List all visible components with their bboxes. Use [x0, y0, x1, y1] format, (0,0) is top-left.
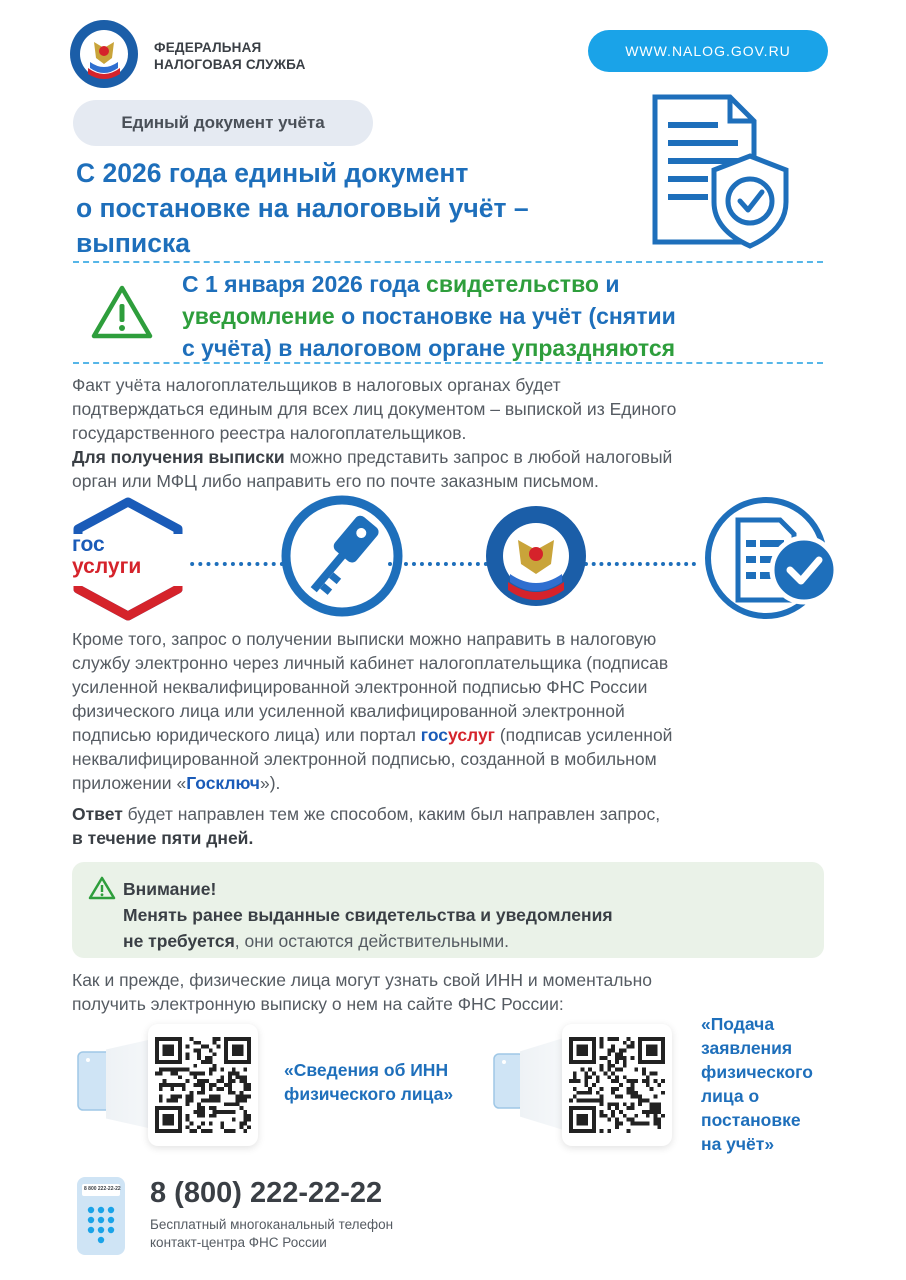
paragraph-electronic: Кроме того, запрос о получении выписки можно направить в налоговую службу электронно через личный кабинет налогоплательщика (подписав усиленной неквалифицированной электронной подписью ФНС России физического лица или усиленной квалифицированной электронной подписью юридического лица) или портал госуслуг (подписав усиленной неквалифицированной электронной подписью, созданной в мобильном приложении «Госключ»). — [72, 629, 673, 793]
notice-text: Внимание! Менять ранее выданные свидетельства и уведомления не требуется, они остаются действительными. — [123, 879, 613, 951]
mini-phone-number: 8 800 222-22-22 — [84, 1186, 121, 1192]
hotline-phone-number[interactable]: 8 (800) 222-22-22 — [150, 1177, 383, 1209]
website-link[interactable]: WWW.NALOG.GOV.RU — [588, 30, 828, 72]
icons-row — [60, 490, 850, 625]
dotted-connector — [584, 562, 696, 566]
page-title: С 2026 года единый документ о постановке на налоговый учёт – выписка — [76, 158, 529, 258]
category-pill: Единый документ учёта — [73, 100, 373, 146]
qr-pattern — [569, 1037, 665, 1133]
qr-label-inn[interactable]: «Сведения об ИНН физического лица» — [284, 1060, 454, 1104]
hotline-caption: Бесплатный многоканальный телефон контакт-центра ФНС России — [150, 1217, 394, 1250]
key-icon — [280, 494, 404, 618]
paragraph-intro: Факт учёта налогоплательщиков в налоговых органах будет подтверждаться единым для всех лиц документом – выпиской из Единого государственного реестра налогоплательщиков. Для получения выписки можно представить запрос в любой налоговый орган или МФЦ либо направить его по почте заказным письмом. — [72, 375, 677, 491]
divider-bottom — [73, 362, 823, 364]
document-check-icon — [704, 496, 844, 620]
warning-icon — [90, 284, 154, 340]
mobile-phone-icon — [76, 1176, 126, 1256]
alert-text: С 1 января 2026 года свидетельство и уведомление о постановке на учёт (снятии с учёта) в налоговом органе упраздняются — [182, 271, 676, 361]
fns-seal-icon — [484, 496, 588, 620]
divider-top — [73, 261, 823, 263]
document-shield-icon — [650, 94, 790, 250]
dotted-connector — [182, 562, 284, 566]
paragraph-inn: Как и прежде, физические лица могут узнать свой ИНН и моментально получить электронную выписку о нем на сайте ФНС России: — [72, 970, 653, 1014]
paragraph-answer: Ответ будет направлен тем же способом, каким был направлен запрос, в течение пяти дней. — [72, 804, 661, 848]
qr-label-registration[interactable]: «Подача заявления физического лица о постановке на учёт» — [701, 1014, 813, 1154]
notice-warning-icon — [88, 876, 116, 900]
fns-logo-icon — [68, 18, 140, 90]
qr-code-inn[interactable] — [148, 1024, 258, 1146]
qr-pattern — [155, 1037, 251, 1133]
gosuslugi-logo-icon: гос услуги — [70, 496, 186, 622]
org-name: ФЕДЕРАЛЬНАЯ НАЛОГОВАЯ СЛУЖБА — [154, 40, 306, 72]
qr-code-registration[interactable] — [562, 1024, 672, 1146]
